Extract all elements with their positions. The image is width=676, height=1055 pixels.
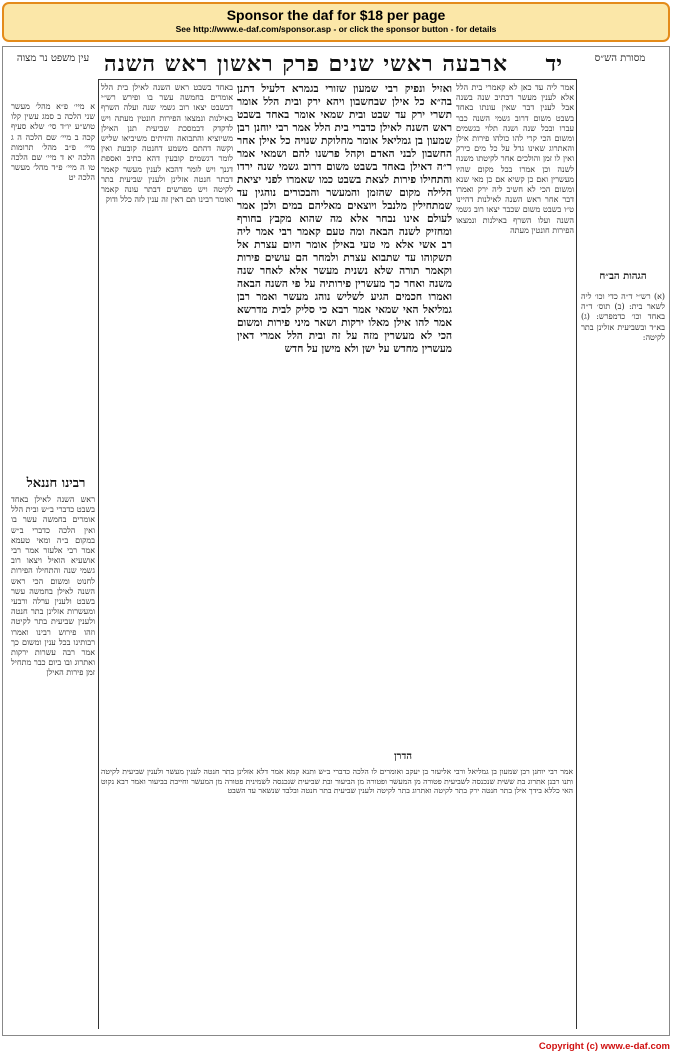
- bottom-commentary: אמר רבי יוחנן רבן שמעון בן גמליאל ורבי אליעזר בן יעקב ואומרים לו הלכה כדברי ב״ש ותנא קמא אמר דלא אזלינן בתר חנטה לענין מעשר ולענין שביעית לקיטה ותנו רבנן אתרוג בת ששית שנכנסה לשביעית פטורה מן המעשר ופטורה מן הביעור ובת שביעית שנכנסה לשמינית פטורה מן המעשר וחייבת בביעור ואמר רבא נקוט האי כללא בידך אילן בתר חנטה ירק בתר לקיטה ואתרוג בתר לקיטה ולענין שביעית בתר חנטה ובלבד שנשאר עד השבט: [101, 767, 573, 796]
- tosafot-column: באחד בשבט ראש השנה לאילן בית הלל אומרים בחמשה עשר בו ופירש רש״י דבשבט יצאו רוב גשמי שנה ועלה השרף באילנות ונמצאו הפירות חונטין מעתה ויש לדקדק דבמסכת שביעית תנן האילן משיוציא והתבואה והזיתים משיביאו שליש וקשה דהתם משמע דחנטה קובעת ואין לומר דגשמים קובעין דהא כתיב ואספת דגנך ויש לומר דהכא לענין מעשר קאמר דבתר חנטה אזלינן ולענין שביעית בתר לקיטה ויש מפרשים דבתר עונה קאמר ואומר רבינו תם דאין זה ענין לזה כלל ודוק: [101, 83, 233, 205]
- header-rule: [98, 79, 576, 80]
- ein-mishpat-column: א מיי׳ פ״א מהל׳ מעשר שני הלכה ב סמג עשין קלו טוש״ע יו״ד סי׳ שלא סעיף קכה ב מיי׳ שם הלכה ה ג מיי׳ פ״ב מהל׳ תרומות הלכה יא ד מיי׳ שם הלכה טו ה מיי׳ פ״ד מהל׳ מעשר הלכה יט: [11, 102, 95, 183]
- right-margin-rule: [576, 79, 577, 1029]
- rabbenu-chananel-heading: רבינו חננאל: [26, 476, 86, 491]
- ein-mishpat-label: עין משפט נר מצוה: [16, 53, 90, 64]
- page-number: יד: [545, 51, 562, 77]
- hagahot-column: (א) רש״י ד״ה כדי וכו׳ ליה לשאר בית: (ב) תוס׳ ד״ה באחד וכו׳ כדמפרש: (ג) בא״ד ובשביעית אזלינן בתר לקיטה:: [581, 292, 665, 342]
- sponsor-subtitle: See http://www.e-daf.com/sponsor.asp - or click the sponsor button - for details: [175, 24, 497, 34]
- talmud-page: [2, 46, 670, 1036]
- mishna-heading: הדרן: [393, 751, 413, 762]
- gemara-column: ואזיל ונפיק רבי שמעון שזורי בגמרא דלעיל דתנן בה״א כל אילן שבחשבון ויהא ירק ובית הלל אומר תשרי ירק עד שבט ובית שמאי אומר באחד בשבט ראש השנה לאילן כדברי בית הלל אמר רבי יוחנן רבן שמעון בן גמליאל אומר מחלוקת שנויה כל אילן אחר החשבון לבני האדם וקהל פרשנו להם ושמאי אמר ר״ה דאילן באחד בשבט משום דרוב גשמי שנה ירדו והתחילו פירות לצאת בשבט כמו שאמרו לפני יציאת הלילה מקום שהזמן והמעשר והבכורים נוהגין עד שמתחילין מלנבל ויוצאים מאליהם במים ולכן אמר לעולם אינו נבחר אלא מה שהוא מקבץ בחורף ומחזיק לשנה הבאה ומה טעם קאמר רבי אמר ליה רב אשי אלא מי טעי באילן אומר היום עצרת אל תשקוהו עד שתבוא עצרת ולמחר הם עושים פירות וקאמר תורה שלא נשנית מעשר אלא לאחר שנה משנה ואחר כך מעשרין פירותיה על פי השנה הבאה ואמרו חכמים הגיע לשליש נוהג מעשר ואמר רבן גמליאל האי שמאי אמר רבא כי סליק לבית מדרשא אמר להו אילן מאלו ירקות ושאר מיני פירות ומשום הכי לא מעשרין מזה על זה ובית הלל אמרי דאין מעשרין מחדש על ישן ולא מישן על חדש: [237, 83, 452, 355]
- copyright-notice: Copyright (c) www.e-daf.com: [538, 1041, 670, 1052]
- rashi-column: אמר ליה עד כאן לא קאמרי בית הלל אלא לענין מעשר דכתיב שנה בשנה אבל לענין דבר שאין עונתו באחד בשבט משום דרוב גשמי השנה כבר עברו ובכל שנה ושנה תלוי בגשמים ומשום הכי קרי להו כולהו פירות אילן והאתרוג שאינו גדל על כל מים כירק ואין לו זמן והולכים אחר לקיטתו משנה לשנה וכן אמרו בכל מקום שהיו מעשרין ואם כן קשיא אם כן מאי שנא ומשום הכי לא חשיב ליה ירק ואמרו דבר אחר ראש השנה לאילנות דהיינו ט״ו בשבט משום שכבר יצאו רוב גשמי השנה ועלו השרף באילנות ונמצאו הפירות חונטין מעתה: [456, 83, 574, 235]
- sponsor-banner[interactable]: [2, 2, 670, 42]
- hagahot-heading: הגהות הב״ח: [599, 271, 647, 282]
- chapter-title: ארבעה ראשי שנים פרק ראשון ראש השנה: [104, 51, 508, 77]
- left-margin-rule: [98, 79, 99, 1029]
- page-header: [98, 51, 578, 79]
- rabbenu-chananel-column: ראש השנה לאילן באחד בשבט כדברי ב״ש ובית הלל אומרים בחמשה עשר בו ואין הלכה כדברי ב״ש במקום ב״ה ומאי טעמא אמר רבי אלעזר אמר רבי אושעיא הואיל ויצאו רוב גשמי שנה והתחילו הפירות לחנוט ומשום הכי ראש השנה לאילן בחמשה עשר בשבט ולענין ערלה ורבעי ומעשרות אזלינן בתר חנטה ולענין שביעית בתר לקיטה וזהו פירוש רבינו ואמרו רבותינו בכל ענין ומשום כך אמר רבה עשרות ירקות ואתרוג ובו ביום כבר מתחיל זמן פירות האילן: [11, 495, 95, 678]
- sponsor-title: Sponsor the daf for $18 per page: [226, 7, 446, 23]
- masoret-hashas-label: מסורת הש״ס: [594, 53, 646, 64]
